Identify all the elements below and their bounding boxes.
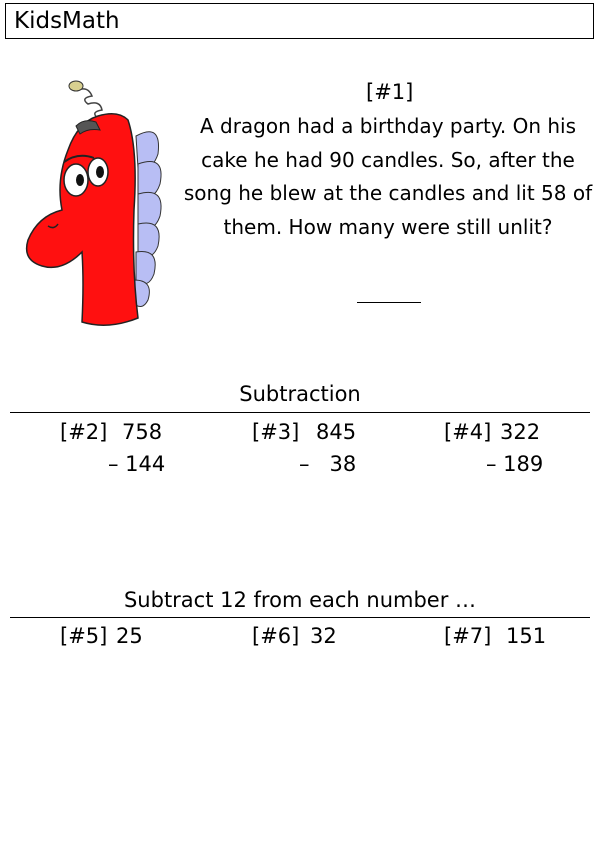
section-divider (10, 412, 590, 413)
section-title-subtraction: Subtraction (239, 382, 361, 406)
problem-5-value: 25 (116, 624, 143, 648)
problem-4-top: 322 (500, 420, 541, 444)
section-title-subtract-12: Subtract 12 from each number … (123, 588, 477, 612)
problem-6-value: 32 (310, 624, 337, 648)
problem-4-label: [#4] (444, 420, 492, 444)
problem-1-text: A dragon had a birthday party. On his cake he had 90 candles. So, after the song he blew at the candles and lit 58 of them. How many were still unlit? (183, 114, 593, 239)
problem-2-top: 758 (122, 420, 163, 444)
page-header (5, 3, 594, 39)
problem-6-label: [#6] (252, 624, 300, 648)
problem-3-top: 845 (316, 420, 357, 444)
problem-7-value: 151 (506, 624, 547, 648)
problem-4-bottom: – 189 (486, 452, 544, 476)
problem-5-label: [#5] (60, 624, 108, 648)
problem-2-label: [#2] (60, 420, 108, 444)
app-title: KidsMath (14, 8, 120, 34)
problem-3-bottom: – 38 (299, 452, 357, 476)
problem-1-label: [#1] (366, 80, 414, 104)
problem-7-label: [#7] (444, 624, 492, 648)
answer-blank[interactable] (357, 302, 421, 303)
section-divider (10, 617, 590, 618)
dragon-illustration (18, 76, 168, 332)
problem-2-bottom: – 144 (108, 452, 166, 476)
problem-3-label: [#3] (252, 420, 300, 444)
